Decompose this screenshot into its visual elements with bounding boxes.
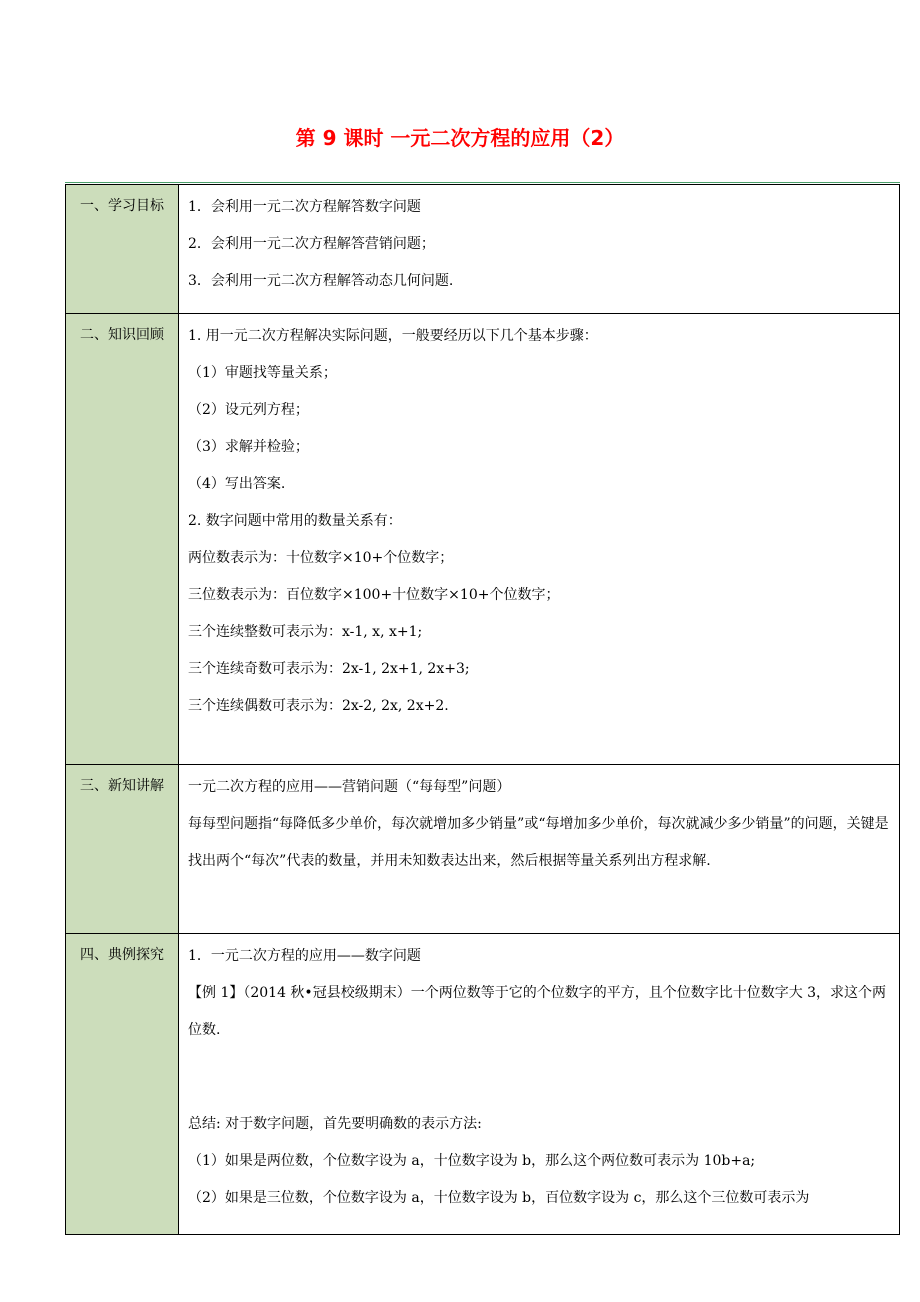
- review-line: （4）写出答案.: [188, 476, 286, 492]
- topic-line: 1．一元二次方程的应用——数字问题: [188, 948, 421, 964]
- review-line: 两位数表示为：十位数字×10+个位数字；: [188, 550, 454, 566]
- section-body: [179, 185, 900, 314]
- page-title: 第 9 课时 一元二次方程的应用（2）: [295, 126, 625, 150]
- summary-point: （2）如果是三位数，个位数字设为 a，十位数字设为 b，百位数字设为 c，那么这个三位数可表示为: [188, 1190, 810, 1206]
- objective-line: 3．会利用一元二次方程解答动态几何问题.: [188, 273, 454, 289]
- section-body: [179, 765, 900, 934]
- section-row-review: [66, 314, 900, 765]
- section-heading: 二、知识回顾: [66, 314, 179, 765]
- objective-line: 1．会利用一元二次方程解答数字问题: [188, 199, 421, 215]
- summary-line: 总结: 对于数字问题，首先要明确数的表示方法:: [188, 1116, 482, 1132]
- section-heading: 一、学习目标: [66, 185, 179, 314]
- lesson-table: [65, 184, 900, 1235]
- review-line: 三个连续奇数可表示为：2x-1, 2x+1, 2x+3;: [188, 661, 470, 677]
- section-body: [179, 314, 900, 765]
- answer-space: [188, 1049, 891, 1106]
- review-line: （3）求解并检验；: [188, 439, 309, 455]
- top-rule: [65, 182, 900, 183]
- section-row-objectives: [66, 185, 900, 314]
- review-line: 三个连续偶数可表示为：2x-2, 2x, 2x+2.: [188, 698, 449, 714]
- section-row-examples: [66, 934, 900, 1235]
- review-line: 三个连续整数可表示为：x-1, x, x+1;: [188, 624, 423, 640]
- review-line: 1. 用一元二次方程解决实际问题，一般要经历以下几个基本步骤：: [188, 328, 598, 344]
- summary-point: （1）如果是两位数，个位数字设为 a，十位数字设为 b，那么这个两位数可表示为 10b+a;: [188, 1153, 756, 1169]
- section-heading: 三、新知讲解: [66, 765, 179, 934]
- review-line: （1）审题找等量关系；: [188, 365, 337, 381]
- review-line: （2）设元列方程；: [188, 402, 309, 418]
- review-line: 三位数表示为：百位数字×100+十位数字×10+个位数字；: [188, 587, 560, 603]
- section-row-new-knowledge: [66, 765, 900, 934]
- review-line: 2. 数字问题中常用的数量关系有：: [188, 513, 402, 529]
- example-problem: 【例 1】（2014 秋•冠县校级期末）一个两位数等于它的个位数字的平方，且个位数字比十位数字大 3，求这个两位数.: [188, 985, 887, 1038]
- objective-line: 2．会利用一元二次方程解答营销问题；: [188, 236, 435, 252]
- section-body: [179, 934, 900, 1235]
- section-heading: 四、典例探究: [66, 934, 179, 1235]
- topic-line: 一元二次方程的应用——营销问题（“每每型”问题）: [188, 779, 511, 795]
- explanation-paragraph: 每每型问题指“每降低多少单价，每次就增加多少销量”或“每增加多少单价，每次就减少多少销量”的问题，关键是找出两个“每次”代表的数量，并用未知数表达出来，然后根据等量关系列出方程求解.: [188, 816, 889, 869]
